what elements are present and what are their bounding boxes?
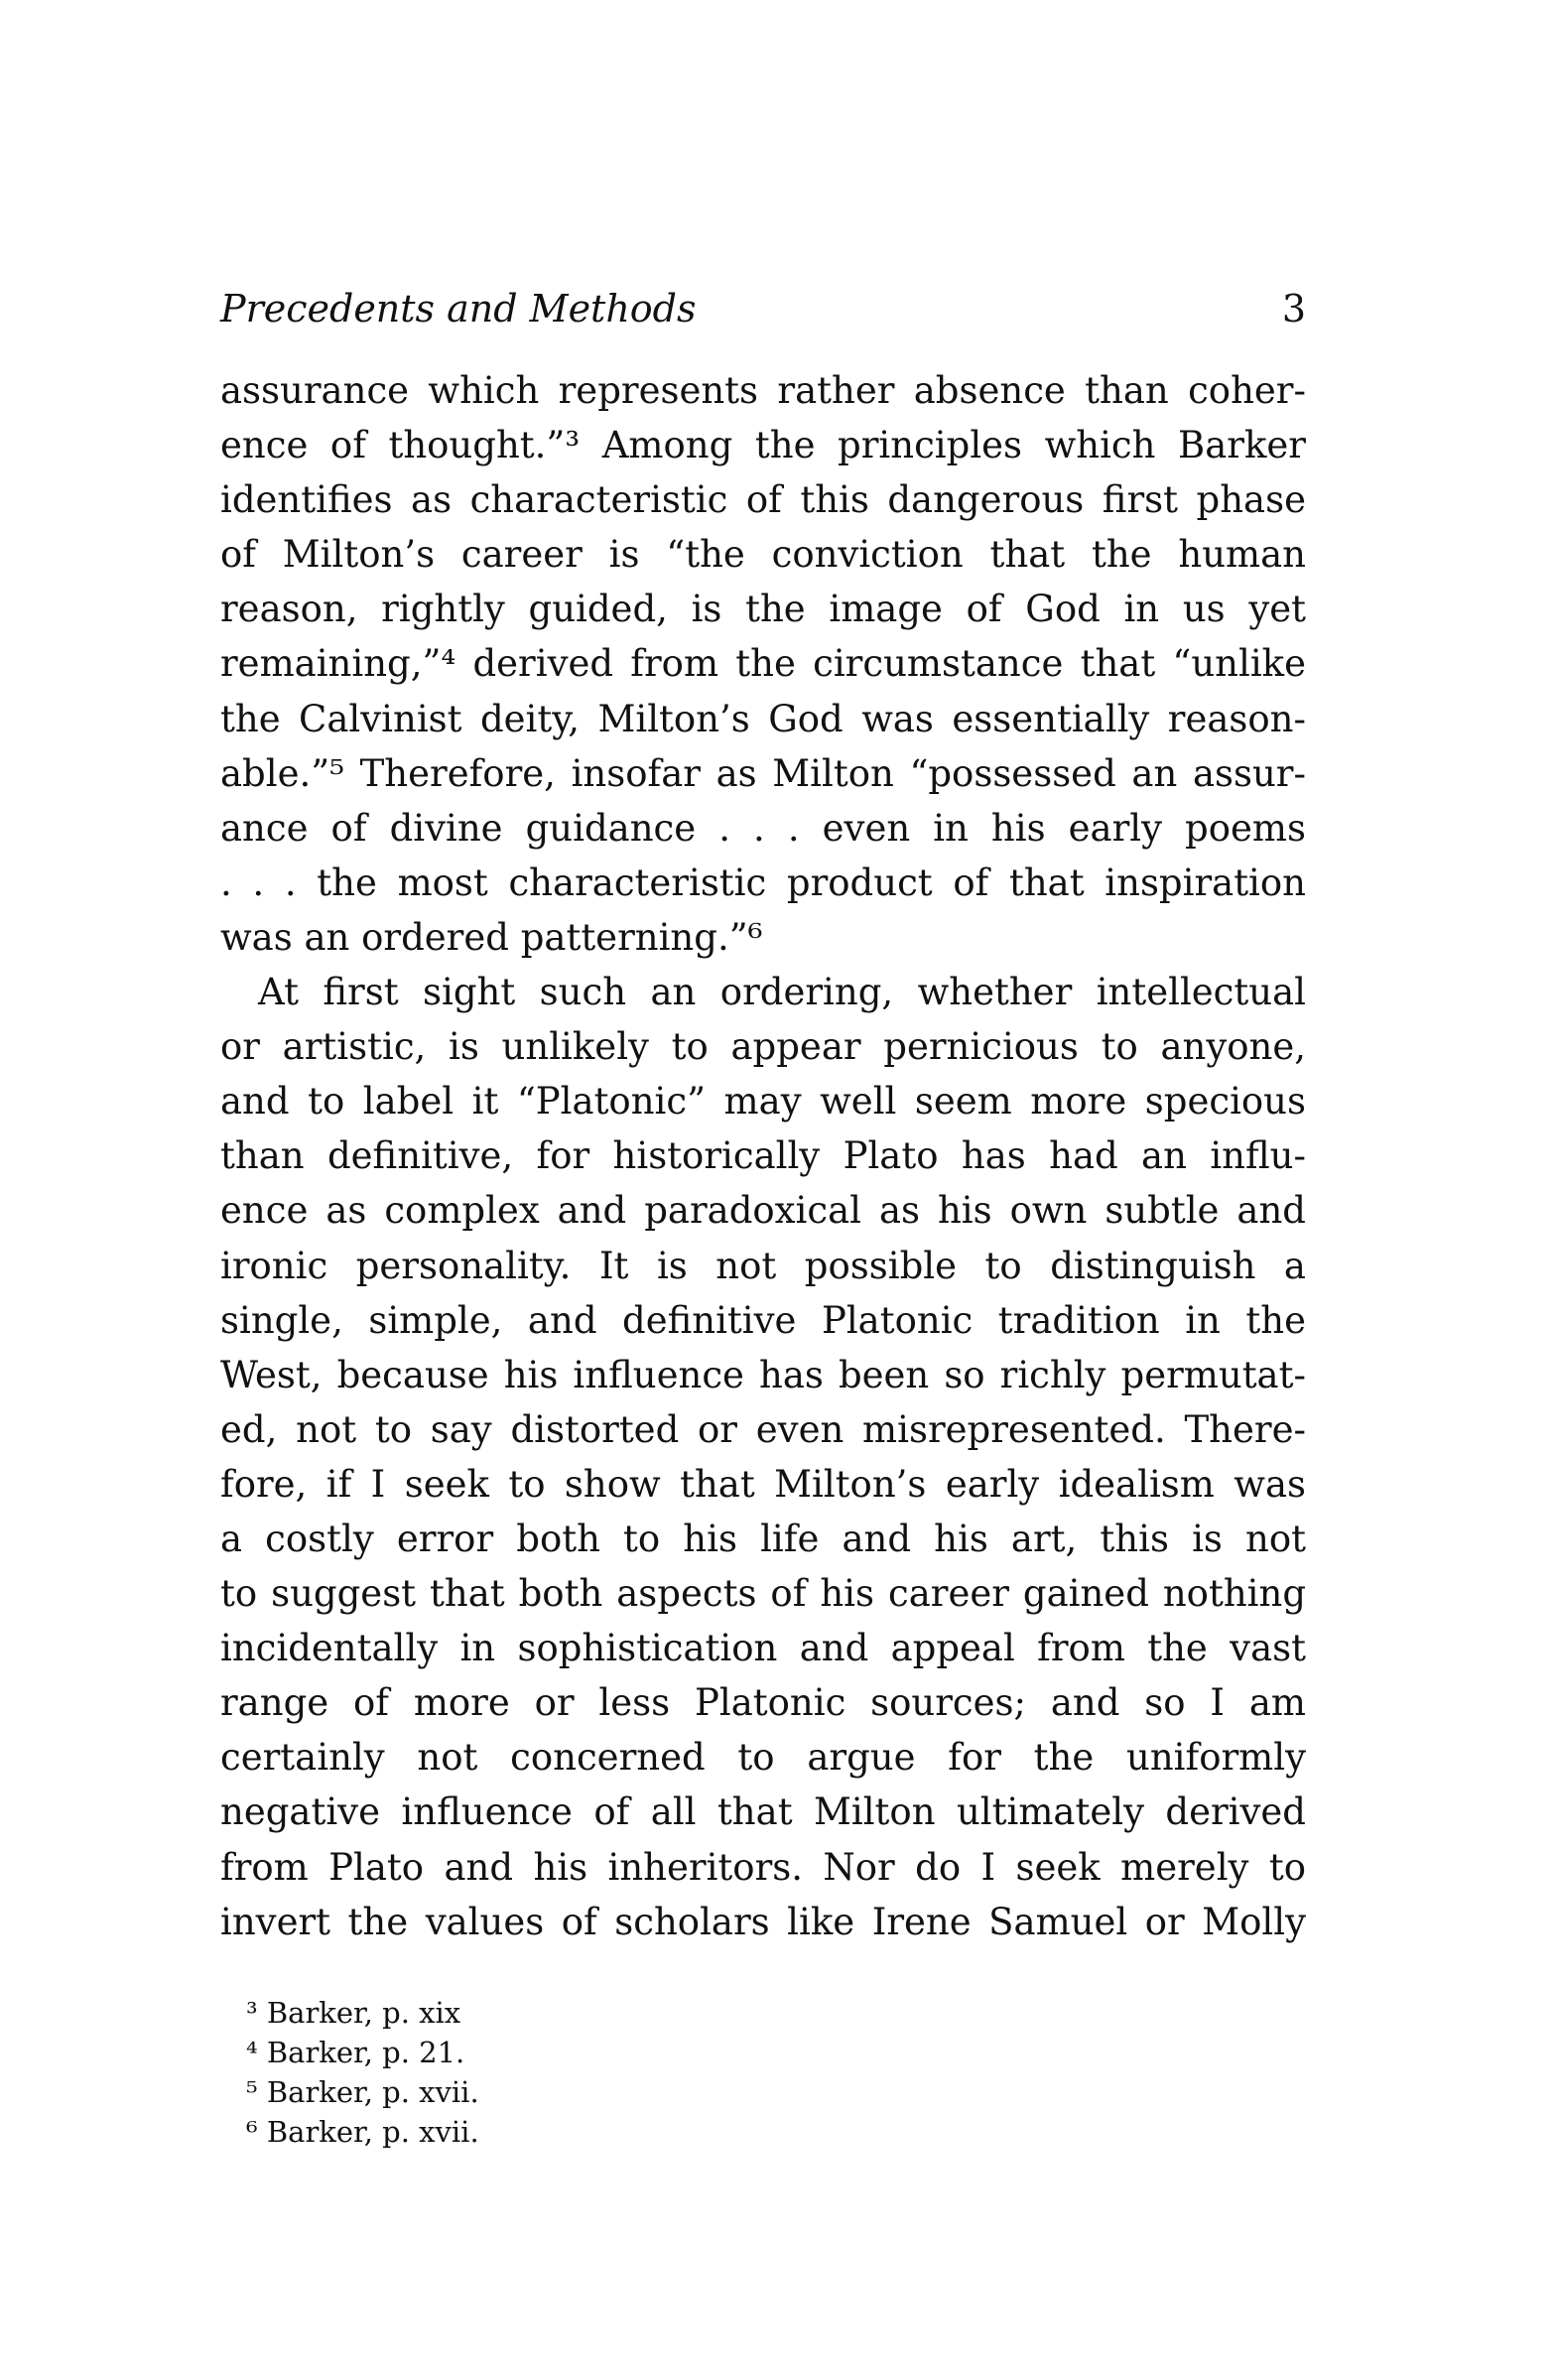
text-line: ence of thought.”³ Among the principles which Barker bbox=[220, 424, 1306, 467]
paragraph-2 bbox=[220, 965, 1306, 1949]
footnote: ⁵ Barker, p. xvii. bbox=[246, 2074, 479, 2109]
text-line: ence as complex and paradoxical as his own subtle and bbox=[220, 1189, 1306, 1233]
text-line: assurance which represents rather absence than coher- bbox=[220, 369, 1306, 412]
page-number: 3 bbox=[1281, 287, 1306, 331]
text-line: and to label it “Platonic” may well seem more specious bbox=[220, 1080, 1306, 1124]
running-title: Precedents and Methods bbox=[220, 287, 697, 331]
text-line: invert the values of scholars like Irene Samuel or Molly bbox=[220, 1900, 1306, 1943]
text-line: reason, rightly guided, is the image of God in us yet bbox=[220, 588, 1306, 631]
text-line: was an ordered patterning.”⁶ bbox=[220, 915, 763, 959]
text-line: from Plato and his inheritors. Nor do I seek merely to bbox=[220, 1845, 1306, 1889]
text-line: ironic personality. It is not possible to distinguish a bbox=[220, 1244, 1306, 1287]
running-head bbox=[220, 268, 1306, 349]
book-page bbox=[220, 268, 1306, 2152]
text-line: certainly not concerned to argue for the uniformly bbox=[220, 1736, 1306, 1780]
text-line: the Calvinist deity, Milton’s God was essentially reason- bbox=[220, 697, 1306, 740]
text-line: of Milton’s career is “the conviction that the human bbox=[220, 533, 1306, 577]
footnote: ³ Barker, p. xix bbox=[246, 1995, 461, 2030]
body-text bbox=[220, 363, 1306, 1949]
text-line: ed, not to say distorted or even misrepresented. There- bbox=[220, 1407, 1306, 1451]
text-line: or artistic, is unlikely to appear pernicious to anyone, bbox=[220, 1025, 1306, 1069]
footnote: ⁶ Barker, p. xvii. bbox=[246, 2114, 479, 2149]
text-line: incidentally in sophistication and appeal from the vast bbox=[220, 1627, 1306, 1670]
text-line: negative influence of all that Milton ultimately derived bbox=[220, 1790, 1306, 1834]
footnote: ⁴ Barker, p. 21. bbox=[246, 2035, 465, 2069]
text-line: remaining,”⁴ derived from the circumstance that “unlike bbox=[220, 642, 1306, 686]
text-line: identifies as characteristic of this dangerous first phase bbox=[220, 478, 1306, 522]
text-line: range of more or less Platonic sources; and so I am bbox=[220, 1681, 1306, 1725]
text-line: able.”⁵ Therefore, insofar as Milton “possessed an assur- bbox=[220, 751, 1306, 795]
text-line: West, because his influence has been so richly permutat- bbox=[220, 1353, 1306, 1396]
text-line: fore, if I seek to show that Milton’s early idealism was bbox=[220, 1462, 1306, 1506]
text-line: At first sight such an ordering, whether intellectual bbox=[258, 971, 1306, 1014]
paragraph-1 bbox=[220, 363, 1306, 965]
text-line: single, simple, and definitive Platonic tradition in the bbox=[220, 1298, 1306, 1342]
text-line: . . . the most characteristic product of that inspiration bbox=[220, 860, 1306, 904]
text-line: ance of divine guidance . . . even in his early poems bbox=[220, 806, 1306, 850]
text-line: to suggest that both aspects of his career gained nothing bbox=[220, 1572, 1306, 1616]
text-line: a costly error both to his life and his art, this is not bbox=[220, 1517, 1306, 1560]
footnotes bbox=[220, 1993, 1306, 2152]
text-line: than definitive, for historically Plato has had an influ- bbox=[220, 1134, 1306, 1178]
